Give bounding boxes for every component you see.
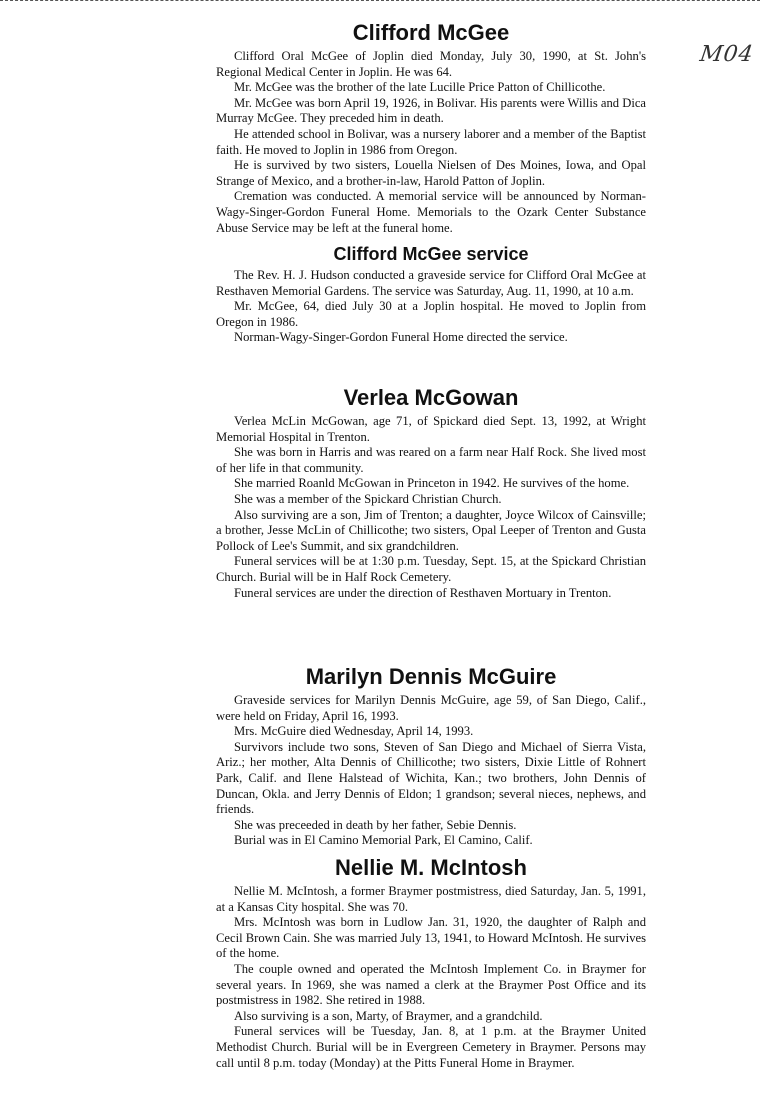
obituary-paragraph: Funeral services will be at 1:30 p.m. Tuesday, Sept. 15, at the Spickard Christian Church. Burial will be in Half Rock Cemetery.	[216, 554, 646, 584]
obituary-nellie-m-mcintosh	[216, 855, 646, 1071]
obituary-paragraph: He is survived by two sisters, Louella Nielsen of Des Moines, Iowa, and Opal Strange of Mexico, and a brother-in-law, Harold Patton of Joplin.	[216, 158, 646, 188]
obituary-paragraph: The Rev. H. J. Hudson conducted a graveside service for Clifford Oral McGee at Resthaven Memorial Gardens. The service was Saturday, Aug. 11, 1990, at 10 a.m.	[216, 268, 646, 298]
obituary-paragraph: Verlea McLin McGowan, age 71, of Spickard died Sept. 13, 1992, at Wright Memorial Hospital in Trenton.	[216, 414, 646, 444]
obituary-clifford-mcgee-service	[216, 243, 646, 346]
obituary-paragraph: Mrs. McIntosh was born in Ludlow Jan. 31, 1920, the daughter of Ralph and Cecil Brown Cain. She was married July 13, 1941, to Howard McIntosh. He survives of the home.	[216, 915, 646, 961]
obituary-paragraph: The couple owned and operated the McIntosh Implement Co. in Braymer for several years. In 1969, she was named a clerk at the Braymer Post Office and its postmistress in 1982. She retired in 1988.	[216, 961, 646, 1008]
obituary-paragraph: Burial was in El Camino Memorial Park, El Camino, Calif.	[234, 833, 533, 848]
obituary-paragraph: She was a member of the Spickard Christian Church.	[234, 491, 502, 506]
obituary-headline: Clifford McGee	[352, 20, 510, 45]
obituary-paragraph: Clifford Oral McGee of Joplin died Monday, July 30, 1990, at St. John's Regional Medical Center in Joplin. He was 64.	[216, 49, 646, 79]
obituary-marilyn-dennis-mcguire	[216, 664, 646, 849]
obituary-paragraph: Survivors include two sons, Steven of San Diego and Michael of Sierra Vista, Ariz.; her mother, Alta Dennis of Chillicothe; two sisters, Dixie Little of Rohnert Park, Calif. and Ilene Halstead of Wichita, Kan.; two brothers, John Dennis of Duncan, Okla. and Jerry Dennis of Eldon; 1 grandson; several nieces, nephews, and friends.	[216, 739, 646, 817]
obituary-paragraph: Nellie M. McIntosh, a former Braymer postmistress, died Saturday, Jan. 5, 1991, at a Kansas City hospital. She was 70.	[216, 884, 646, 914]
obituary-headline: Clifford McGee service	[333, 244, 529, 264]
obituary-paragraph: Also surviving are a son, Jim of Trenton; a daughter, Joyce Wilcox of Cainsville; a brother, Jesse McLin of Chillicothe; two sisters, Opal Leeper of Trenton and Gusta Pollock of Lee's Summit, and six grandchildren.	[216, 507, 646, 553]
obituary-clifford-mcgee	[216, 20, 646, 236]
obituary-paragraph: She was born in Harris and was reared on a farm near Half Rock. She lived most of her life in that community.	[216, 445, 646, 475]
obituary-paragraph: Funeral services will be Tuesday, Jan. 8, at 1 p.m. at the Braymer United Methodist Church. Burial will be in Evergreen Cemetery in Braymer. Persons may call until 8 p.m. today (Monday) at the Pitts Funeral Home in Braymer.	[216, 1024, 646, 1070]
obituary-paragraph: Mr. McGee, 64, died July 30 at a Joplin hospital. He moved to Joplin from Oregon in 1986.	[216, 299, 646, 329]
top-border	[0, 0, 760, 1]
obituary-paragraph: Mrs. McGuire died Wednesday, April 14, 1993.	[234, 724, 474, 739]
obituary-headline: Marilyn Dennis McGuire	[305, 664, 557, 689]
obituary-paragraph: He attended school in Bolivar, was a nursery laborer and a member of the Baptist faith. He moved to Joplin in 1986 from Oregon.	[216, 126, 646, 157]
obituary-paragraph: Mr. McGee was the brother of the late Lucille Price Patton of Chillicothe.	[234, 80, 606, 95]
obituary-paragraph: Mr. McGee was born April 19, 1926, in Bolivar. His parents were Willis and Dica Murray McGee. They preceded him in death.	[216, 95, 646, 126]
obituary-headline: Nellie M. McIntosh	[335, 855, 527, 880]
obituary-verlea-mcgowan	[216, 385, 646, 601]
obituary-paragraph: Also surviving is a son, Marty, of Braymer, and a grandchild.	[234, 1008, 543, 1023]
obituary-paragraph: She was preceeded in death by her father, Sebie Dennis.	[234, 817, 517, 832]
obituary-paragraph: Graveside services for Marilyn Dennis McGuire, age 59, of San Diego, Calif., were held on Friday, April 16, 1993.	[216, 693, 646, 723]
obituary-paragraph: Funeral services are under the direction of Resthaven Mortuary in Trenton.	[234, 585, 612, 600]
obituary-paragraph: Norman-Wagy-Singer-Gordon Funeral Home directed the service.	[234, 330, 568, 345]
obituary-paragraph: She married Roanld McGowan in Princeton in 1942. He survives of the home.	[234, 476, 630, 491]
handwritten-annotation: M04	[698, 42, 756, 67]
obituary-headline: Verlea McGowan	[343, 385, 519, 410]
obituary-paragraph: Cremation was conducted. A memorial service will be announced by Norman-Wagy-Singer-Gordon Funeral Home. Memorials to the Ozark Center Substance Abuse Service may be left at the funeral home.	[216, 189, 646, 235]
